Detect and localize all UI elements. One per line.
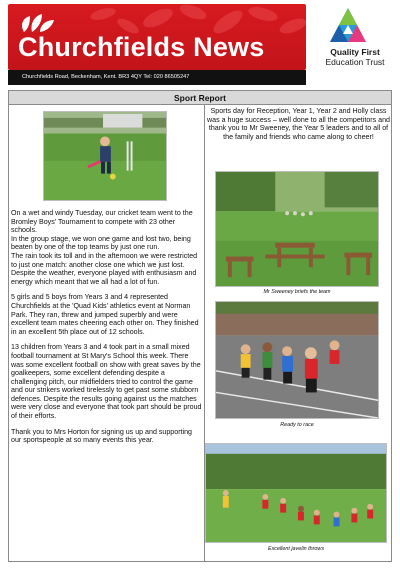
team-briefing-photo <box>215 171 379 287</box>
trust-line-1: Quality First <box>330 47 380 57</box>
title-banner <box>8 4 306 70</box>
javelin-photo <box>205 443 387 543</box>
ready-to-race-photo <box>215 301 379 419</box>
trust-triangle-logo-icon <box>328 6 368 44</box>
caption-javelin: Excellent javelin throws <box>267 546 325 552</box>
caption-race: Ready to race <box>280 422 314 428</box>
section-heading: Sport Report <box>9 91 391 105</box>
left-column <box>11 209 202 445</box>
sports-day-paragraph: Sports day for Reception, Year 1, Year 2 and Holly class was a huge success – well done to all the competitors and thank you to Mr Sweeney, the Year 5 leaders and to all of the family and friends who came along to cheer! <box>207 107 390 141</box>
sport-report-section <box>8 90 392 562</box>
caption-briefing: Mr Sweeney briefs the team <box>263 289 331 295</box>
school-address: Churchfields Road, Beckenham, Kent. BR3 4QY Tel: 020 86505247 <box>8 70 306 85</box>
thank-you-paragraph: Thank you to Mrs Horton for signing us up and supporting our sportspeople at so many events this year. <box>11 427 192 445</box>
trust-name <box>310 47 400 67</box>
trust-line-2: Education Trust <box>325 57 385 67</box>
school-leaf-logo-icon <box>18 12 62 34</box>
masthead <box>0 0 400 88</box>
quad-kids-paragraph: 5 girls and 5 boys from Years 3 and 4 represented Churchfields at the 'Quad Kids' athletics event at Norman Park. They ran, threw and jumped superbly and were excellent team mates cheering each other on. They finished in an excellent 5th place out of 12 schools. <box>11 293 199 336</box>
cricket-paragraph-1: On a wet and windy Tuesday, our cricket team went to the Bromley Boys' Tournament to compete with 23 other schools. <box>11 209 193 235</box>
right-column <box>206 107 391 141</box>
cricket-paragraph-3: The rain took its toll and in the afternoon we were restricted to just one match: another close one which we just lost. <box>11 251 198 269</box>
cricket-paragraph-2: In the group stage, we won one game and lost two, being beaten by one of the top teams by just one run. <box>11 234 191 252</box>
cricket-photo <box>43 111 167 201</box>
cricket-paragraph-4: Despite the weather, everyone played with enthusiasm and energy which meant that we all had a lot of fun. <box>11 269 197 286</box>
football-paragraph: 13 children from Years 3 and 4 took part in a small mixed football tournament at St Mary's School this week. There was some excellent football on show with great saves by the goalkeepers, some excellent defending despite a challenging pitch, our midfielders tried to control the game and our strikers worked tirelessly to get past some stubborn defences. Despite the results going against us the matches were very close and everyone that took part should be proud of their efforts. <box>11 343 202 421</box>
newsletter-title: Churchfields News <box>18 32 265 62</box>
